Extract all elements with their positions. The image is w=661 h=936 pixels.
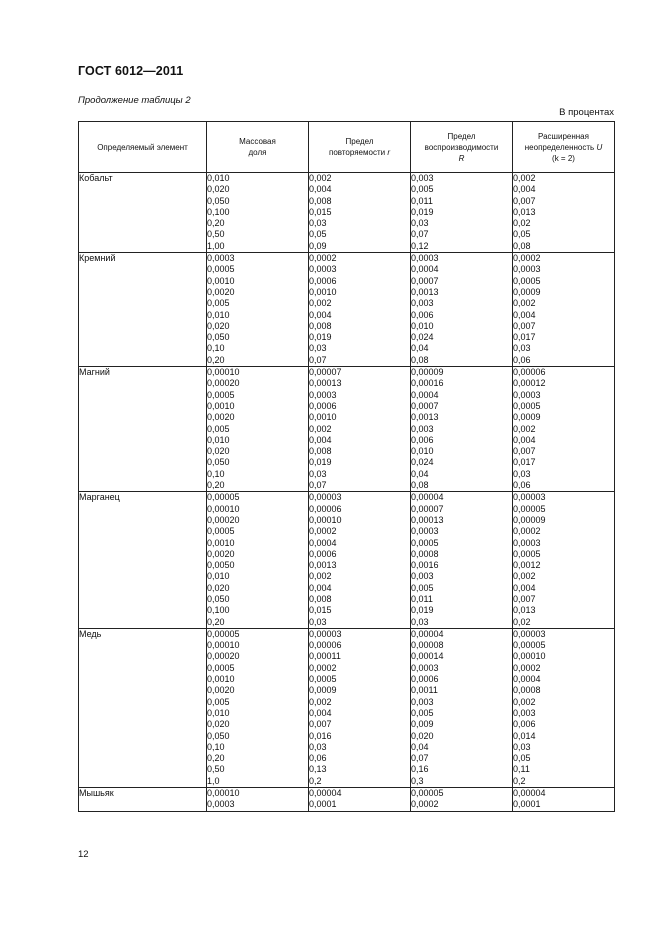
value-line: 0,019 xyxy=(411,605,434,616)
value-line: 0,0010 xyxy=(207,674,235,685)
value-line: 0,10 xyxy=(207,741,225,752)
value-line: 0,005 xyxy=(411,707,434,718)
value-line: 0,0013 xyxy=(411,286,439,297)
value-line: 0,004 xyxy=(309,707,332,718)
value-line: 0,03 xyxy=(513,343,531,354)
value-line: 0,11 xyxy=(513,764,530,775)
uncertainty-cell xyxy=(513,173,615,253)
value-line: 0,00005 xyxy=(411,788,444,799)
value-line: 0,002 xyxy=(513,298,536,309)
value-line: 0,10 xyxy=(207,468,225,479)
table-header-row xyxy=(79,122,615,173)
value-line: 0,0005 xyxy=(207,526,235,537)
value-line: 0,014 xyxy=(513,730,536,741)
value-line: 0,0013 xyxy=(309,560,337,571)
value-line: 0,005 xyxy=(411,582,434,593)
value-line: 0,2 xyxy=(309,775,322,786)
value-line: 0,00010 xyxy=(207,503,240,514)
value-line: 0,0006 xyxy=(411,674,439,685)
value-line: 0,06 xyxy=(513,354,531,365)
value-line: 0,008 xyxy=(309,593,332,604)
value-line: 0,02 xyxy=(513,616,531,627)
value-line: 0,0012 xyxy=(513,560,541,571)
value-line: 0,0006 xyxy=(309,275,337,286)
value-line: 0,010 xyxy=(207,434,230,445)
document-title: ГОСТ 6012—2011 xyxy=(78,64,184,78)
repeatability-cell xyxy=(309,253,411,367)
value-line: 0,016 xyxy=(309,730,332,741)
value-line: 0,00003 xyxy=(309,628,342,639)
value-line: 0,0004 xyxy=(309,537,337,548)
value-line: 0,0003 xyxy=(411,253,439,264)
value-line: 0,13 xyxy=(309,764,327,775)
value-line: 0,100 xyxy=(207,206,230,217)
value-line: 0,020 xyxy=(207,719,230,730)
value-line: 0,20 xyxy=(207,218,225,229)
header-mass-fraction: Массовая доля xyxy=(207,122,309,173)
mass-fraction-cell xyxy=(207,492,309,629)
value-line: 0,0003 xyxy=(513,537,541,548)
value-line: 1,00 xyxy=(207,240,225,251)
value-line: 0,008 xyxy=(309,446,332,457)
value-line: 0,004 xyxy=(309,582,332,593)
value-line: 0,0003 xyxy=(513,389,541,400)
value-line: 0,0003 xyxy=(513,264,541,275)
value-line: 0,00010 xyxy=(309,514,342,525)
data-table xyxy=(78,121,615,812)
value-line: 0,004 xyxy=(513,434,536,445)
value-line: 0,009 xyxy=(411,719,434,730)
mass-fraction-cell xyxy=(207,628,309,787)
value-line: 0,0002 xyxy=(309,253,337,264)
table-row xyxy=(79,253,615,367)
value-line: 0,007 xyxy=(513,446,536,457)
value-line: 0,20 xyxy=(207,480,225,491)
page-number: 12 xyxy=(78,849,89,860)
value-line: 0,0003 xyxy=(207,253,235,264)
value-line: 0,00012 xyxy=(513,378,546,389)
value-line: 0,0010 xyxy=(207,400,235,411)
value-line: 0,00009 xyxy=(513,514,546,525)
value-line: 0,05 xyxy=(309,229,327,240)
value-line: 0,011 xyxy=(411,195,433,206)
value-line: 0,0007 xyxy=(411,400,439,411)
value-line: 0,004 xyxy=(513,309,536,320)
element-name-cell: Медь xyxy=(79,628,207,787)
value-line: 0,00011 xyxy=(309,651,341,662)
value-line: 0,007 xyxy=(513,320,536,331)
value-line: 0,005 xyxy=(207,423,230,434)
value-line: 0,00006 xyxy=(513,367,546,378)
value-line: 0,0006 xyxy=(309,548,337,559)
value-line: 0,050 xyxy=(207,593,230,604)
mass-fraction-cell xyxy=(207,253,309,367)
repeatability-cell xyxy=(309,367,411,492)
value-line: 0,0004 xyxy=(411,264,439,275)
value-line: 0,0008 xyxy=(411,548,439,559)
value-line: 0,50 xyxy=(207,229,225,240)
element-name-cell: Марганец xyxy=(79,492,207,629)
value-line: 0,10 xyxy=(207,343,225,354)
value-line: 0,20 xyxy=(207,616,225,627)
value-line: 0,0050 xyxy=(207,560,235,571)
value-line: 0,0005 xyxy=(207,662,235,673)
reproducibility-cell xyxy=(411,492,513,629)
value-line: 0,006 xyxy=(411,309,434,320)
value-line: 0,004 xyxy=(513,582,536,593)
table-row xyxy=(79,173,615,253)
value-line: 0,03 xyxy=(513,741,531,752)
value-line: 0,00010 xyxy=(207,367,240,378)
value-line: 0,0005 xyxy=(513,548,541,559)
table-row xyxy=(79,492,615,629)
value-line: 0,0010 xyxy=(207,275,235,286)
value-line: 0,002 xyxy=(309,173,332,183)
value-line: 0,00006 xyxy=(309,640,342,651)
uncertainty-cell xyxy=(513,628,615,787)
value-line: 0,20 xyxy=(207,753,225,764)
value-line: 0,0001 xyxy=(513,799,541,810)
header-uncertainty: Расширенная неопределенность U (k = 2) xyxy=(513,122,615,173)
value-line: 0,019 xyxy=(309,457,332,468)
value-line: 0,0005 xyxy=(207,264,235,275)
value-line: 0,0004 xyxy=(513,674,541,685)
value-line: 0,0003 xyxy=(411,662,439,673)
value-line: 0,0003 xyxy=(207,799,235,810)
value-line: 0,0008 xyxy=(513,685,541,696)
value-line: 0,07 xyxy=(309,354,327,365)
value-line: 0,00005 xyxy=(513,640,546,651)
header-reproducibility: Предел воспроизводимости R xyxy=(411,122,513,173)
value-line: 0,00003 xyxy=(309,492,342,503)
value-line: 0,00013 xyxy=(411,514,444,525)
value-line: 0,0020 xyxy=(207,286,235,297)
value-line: 0,003 xyxy=(411,423,434,434)
value-line: 0,00003 xyxy=(513,628,546,639)
value-line: 0,3 xyxy=(411,775,424,786)
value-line: 0,013 xyxy=(513,206,536,217)
value-line: 0,00006 xyxy=(309,503,342,514)
value-line: 0,00013 xyxy=(309,378,342,389)
value-line: 0,004 xyxy=(309,309,332,320)
value-line: 0,00010 xyxy=(207,640,240,651)
value-line: 0,00020 xyxy=(207,378,240,389)
value-line: 0,0020 xyxy=(207,685,235,696)
value-line: 0,019 xyxy=(411,206,434,217)
value-line: 0,010 xyxy=(411,446,434,457)
value-line: 0,00004 xyxy=(411,628,444,639)
header-repeatability: Предел повторяемости r xyxy=(309,122,411,173)
value-line: 0,03 xyxy=(309,741,327,752)
value-line: 0,50 xyxy=(207,764,225,775)
repeatability-cell xyxy=(309,788,411,812)
value-line: 0,002 xyxy=(513,696,536,707)
value-line: 0,00005 xyxy=(513,503,546,514)
value-line: 0,0009 xyxy=(309,685,337,696)
mass-fraction-cell xyxy=(207,367,309,492)
value-line: 1,0 xyxy=(207,775,220,786)
value-line: 0,0009 xyxy=(513,286,541,297)
value-line: 0,02 xyxy=(513,218,531,229)
units-note: В процентах xyxy=(559,107,614,118)
value-line: 0,0020 xyxy=(207,412,235,423)
value-line: 0,003 xyxy=(411,298,434,309)
value-line: 0,050 xyxy=(207,457,230,468)
value-line: 0,0004 xyxy=(411,389,439,400)
reproducibility-cell xyxy=(411,788,513,812)
value-line: 0,00004 xyxy=(513,788,546,799)
value-line: 0,0003 xyxy=(411,526,439,537)
value-line: 0,00016 xyxy=(411,378,444,389)
value-line: 0,050 xyxy=(207,332,230,343)
value-line: 0,002 xyxy=(513,571,536,582)
reproducibility-cell xyxy=(411,367,513,492)
value-line: 0,002 xyxy=(309,696,332,707)
value-line: 0,06 xyxy=(513,480,531,491)
value-line: 0,20 xyxy=(207,354,225,365)
value-line: 0,03 xyxy=(309,343,327,354)
mass-fraction-cell xyxy=(207,173,309,253)
value-line: 0,07 xyxy=(411,229,429,240)
reproducibility-cell xyxy=(411,253,513,367)
value-line: 0,04 xyxy=(411,468,429,479)
value-line: 0,100 xyxy=(207,605,230,616)
value-line: 0,0011 xyxy=(411,685,438,696)
value-line: 0,09 xyxy=(309,240,327,251)
value-line: 0,003 xyxy=(411,696,434,707)
value-line: 0,12 xyxy=(411,240,429,251)
value-line: 0,011 xyxy=(411,593,433,604)
value-line: 0,00008 xyxy=(411,640,444,651)
value-line: 0,00010 xyxy=(207,788,240,799)
value-line: 0,002 xyxy=(513,173,536,183)
value-line: 0,0001 xyxy=(309,799,337,810)
value-line: 0,007 xyxy=(513,195,536,206)
value-line: 0,0007 xyxy=(411,275,439,286)
value-line: 0,010 xyxy=(207,173,230,183)
value-line: 0,03 xyxy=(309,468,327,479)
value-line: 0,00009 xyxy=(411,367,444,378)
element-name-cell: Магний xyxy=(79,367,207,492)
value-line: 0,0005 xyxy=(411,537,439,548)
value-line: 0,007 xyxy=(513,593,536,604)
value-line: 0,002 xyxy=(513,423,536,434)
value-line: 0,0002 xyxy=(309,526,337,537)
value-line: 0,010 xyxy=(207,309,230,320)
value-line: 0,04 xyxy=(411,343,429,354)
uncertainty-cell xyxy=(513,788,615,812)
value-line: 0,0013 xyxy=(411,412,439,423)
value-line: 0,0010 xyxy=(207,537,235,548)
value-line: 0,004 xyxy=(513,184,536,195)
value-line: 0,08 xyxy=(411,354,429,365)
value-line: 0,16 xyxy=(411,764,429,775)
table-row xyxy=(79,788,615,812)
table-row xyxy=(79,367,615,492)
table-row xyxy=(79,628,615,787)
value-line: 0,00020 xyxy=(207,651,240,662)
value-line: 0,00007 xyxy=(309,367,342,378)
value-line: 0,002 xyxy=(309,423,332,434)
header-element: Определяемый элемент xyxy=(79,122,207,173)
value-line: 0,0020 xyxy=(207,548,235,559)
value-line: 0,0002 xyxy=(513,253,541,264)
uncertainty-cell xyxy=(513,367,615,492)
value-line: 0,06 xyxy=(309,753,327,764)
value-line: 0,020 xyxy=(207,446,230,457)
value-line: 0,020 xyxy=(207,582,230,593)
reproducibility-cell xyxy=(411,628,513,787)
value-line: 0,00004 xyxy=(309,788,342,799)
value-line: 0,03 xyxy=(411,218,429,229)
value-line: 0,017 xyxy=(513,332,536,343)
value-line: 0,0005 xyxy=(513,400,541,411)
value-line: 0,0010 xyxy=(309,412,337,423)
value-line: 0,08 xyxy=(513,240,531,251)
value-line: 0,03 xyxy=(411,616,429,627)
value-line: 0,00007 xyxy=(411,503,444,514)
value-line: 0,004 xyxy=(309,184,332,195)
value-line: 0,008 xyxy=(309,320,332,331)
value-line: 0,007 xyxy=(309,719,332,730)
value-line: 0,004 xyxy=(309,434,332,445)
value-line: 0,003 xyxy=(411,173,434,183)
reproducibility-cell xyxy=(411,173,513,253)
table-continuation-label: Продолжение таблицы 2 xyxy=(78,95,191,106)
element-name-cell: Кобальт xyxy=(79,173,207,253)
value-line: 0,008 xyxy=(309,195,332,206)
value-line: 0,0010 xyxy=(309,286,337,297)
value-line: 0,006 xyxy=(411,434,434,445)
value-line: 0,017 xyxy=(513,457,536,468)
value-line: 0,0009 xyxy=(513,412,541,423)
value-line: 0,00003 xyxy=(513,492,546,503)
value-line: 0,002 xyxy=(309,571,332,582)
repeatability-cell xyxy=(309,628,411,787)
value-line: 0,0006 xyxy=(309,400,337,411)
value-line: 0,020 xyxy=(207,184,230,195)
value-line: 0,050 xyxy=(207,730,230,741)
value-line: 0,0005 xyxy=(207,389,235,400)
value-line: 0,005 xyxy=(411,184,434,195)
value-line: 0,013 xyxy=(513,605,536,616)
value-line: 0,0003 xyxy=(309,389,337,400)
value-line: 0,0005 xyxy=(309,674,337,685)
value-line: 0,08 xyxy=(411,480,429,491)
value-line: 0,002 xyxy=(309,298,332,309)
value-line: 0,0002 xyxy=(411,799,439,810)
value-line: 0,00014 xyxy=(411,651,444,662)
value-line: 0,010 xyxy=(207,707,230,718)
uncertainty-cell xyxy=(513,253,615,367)
value-line: 0,00005 xyxy=(207,492,240,503)
value-line: 0,05 xyxy=(513,229,531,240)
value-line: 0,005 xyxy=(207,298,230,309)
value-line: 0,015 xyxy=(309,605,332,616)
uncertainty-cell xyxy=(513,492,615,629)
value-line: 0,05 xyxy=(513,753,531,764)
value-line: 0,04 xyxy=(411,741,429,752)
value-line: 0,2 xyxy=(513,775,526,786)
repeatability-cell xyxy=(309,492,411,629)
value-line: 0,024 xyxy=(411,457,434,468)
value-line: 0,050 xyxy=(207,195,230,206)
value-line: 0,03 xyxy=(309,616,327,627)
value-line: 0,006 xyxy=(513,719,536,730)
value-line: 0,0002 xyxy=(513,526,541,537)
value-line: 0,07 xyxy=(411,753,429,764)
value-line: 0,019 xyxy=(309,332,332,343)
value-line: 0,00004 xyxy=(411,492,444,503)
value-line: 0,0016 xyxy=(411,560,439,571)
value-line: 0,0002 xyxy=(309,662,337,673)
value-line: 0,0005 xyxy=(513,275,541,286)
value-line: 0,003 xyxy=(513,707,536,718)
value-line: 0,07 xyxy=(309,480,327,491)
value-line: 0,03 xyxy=(309,218,327,229)
value-line: 0,03 xyxy=(513,468,531,479)
value-line: 0,010 xyxy=(207,571,230,582)
value-line: 0,00005 xyxy=(207,628,240,639)
value-line: 0,010 xyxy=(411,320,434,331)
element-name-cell: Кремний xyxy=(79,253,207,367)
value-line: 0,003 xyxy=(411,571,434,582)
value-line: 0,020 xyxy=(411,730,434,741)
element-name-cell: Мышьяк xyxy=(79,788,207,812)
value-line: 0,015 xyxy=(309,206,332,217)
repeatability-cell xyxy=(309,173,411,253)
value-line: 0,00010 xyxy=(513,651,546,662)
value-line: 0,020 xyxy=(207,320,230,331)
value-line: 0,0002 xyxy=(513,662,541,673)
value-line: 0,024 xyxy=(411,332,434,343)
value-line: 0,00020 xyxy=(207,514,240,525)
value-line: 0,0003 xyxy=(309,264,337,275)
value-line: 0,005 xyxy=(207,696,230,707)
mass-fraction-cell xyxy=(207,788,309,812)
